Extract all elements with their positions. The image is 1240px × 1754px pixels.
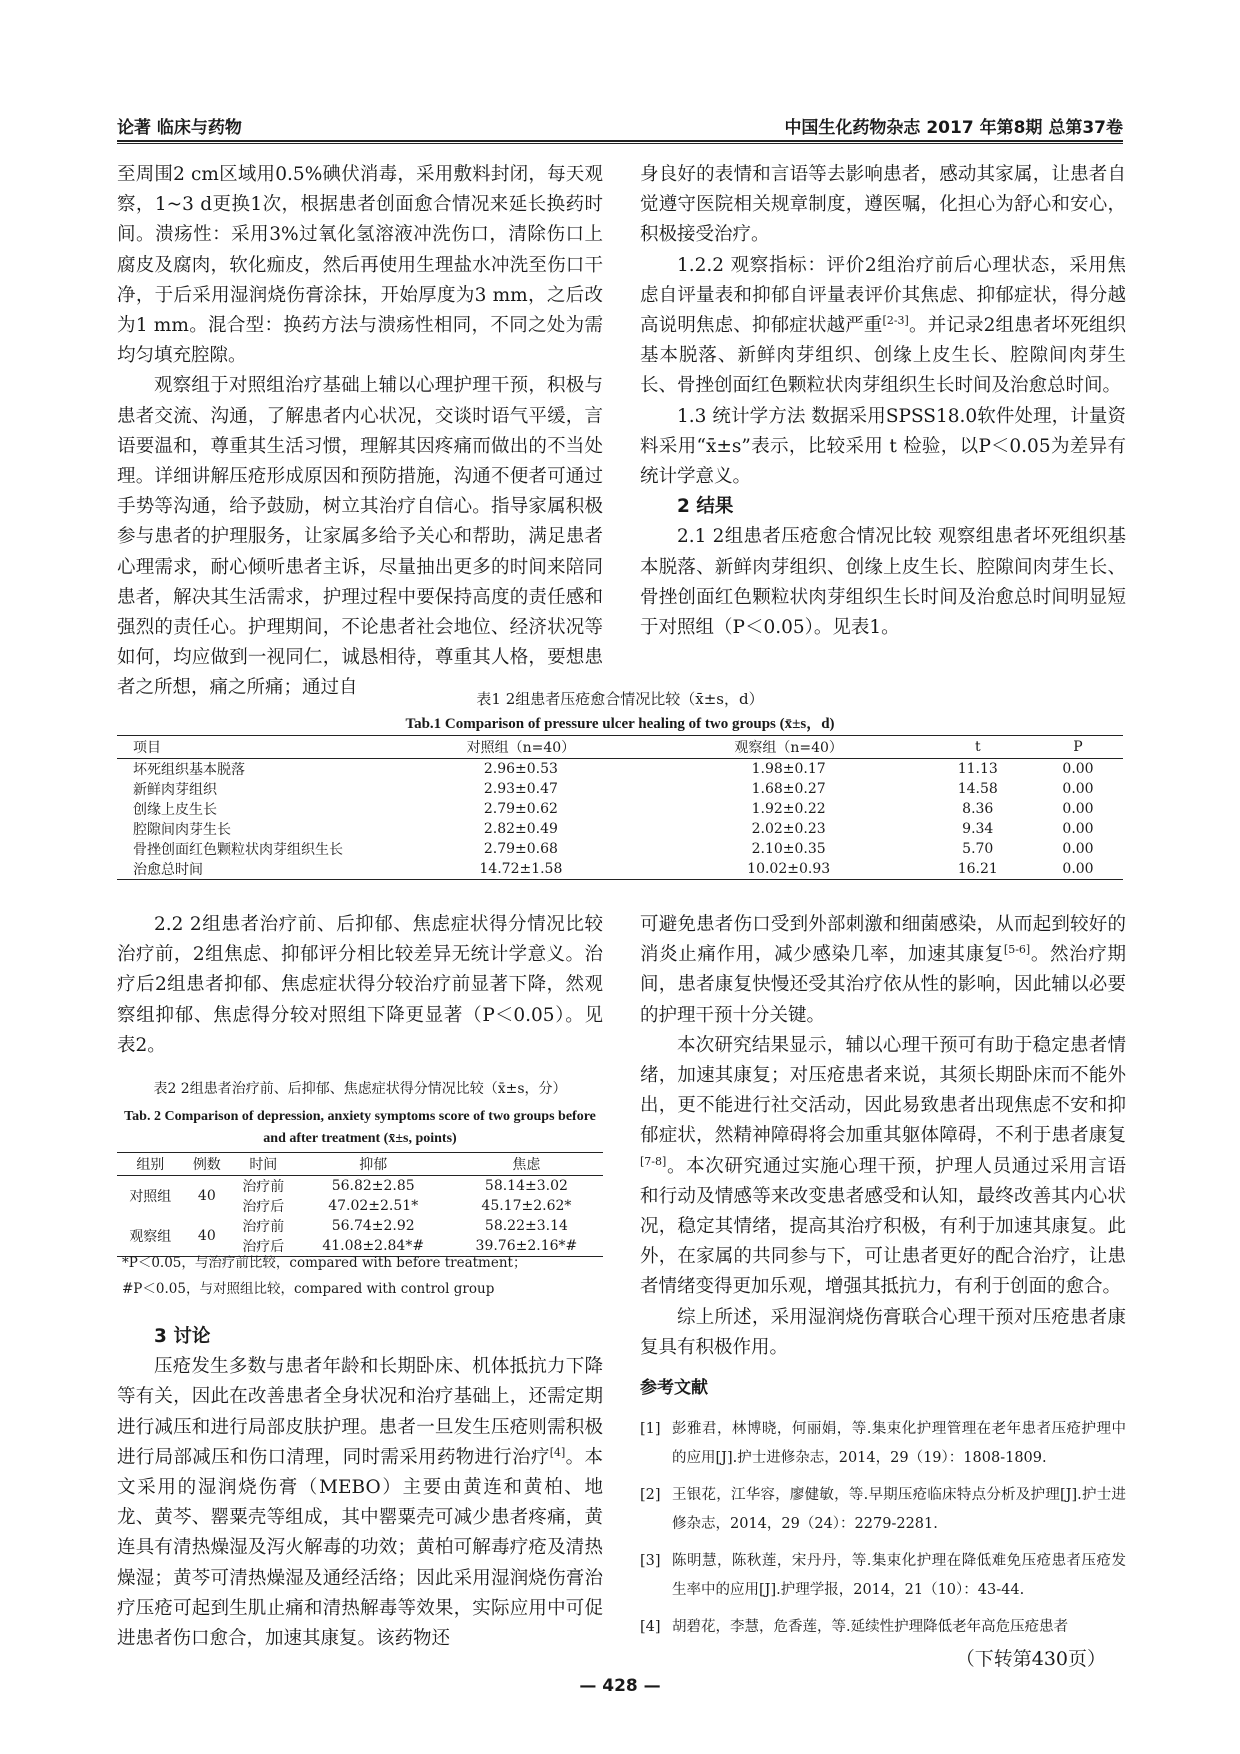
column-header: 焦虑 [450, 1153, 603, 1176]
table-cell: 47.02±2.51* [328, 1198, 419, 1214]
table-cell: 2.96±0.53 [483, 761, 558, 777]
table-cell: 10.02±0.93 [747, 861, 831, 877]
paragraph: 2.1 2组患者压疮愈合情况比较 观察组患者坏死组织基本脱落、新鲜肉芽组织、创缘上皮生长、腔隙间肉芽生长、骨挫创面红色颗粒状肉芽组织生长时间及治愈总时间明显短于对照组（P＜0.05）。见表1。 [640, 526, 1126, 639]
paragraph: 至周围2 cm区域用0.5%碘伏消毒，采用敷料封闭，每天观察，1~3 d更换1次，根据患者创面愈合情况来延长换药时间。溃疡性：采用3%过氧化氢溶液冲洗伤口，清除伤口上腐皮及腐肉，软化痂皮，然后再使用生理盐水冲洗至伤口干净，于后采用湿润烧伤膏涂抹，开始厚度为3 mm，之后改为1 mm。混合型：换药方法与溃疡性相同，不同之处为需均匀填充腔隙。 [117, 164, 603, 367]
header-section: 论著 临床与药物 [117, 118, 242, 138]
paragraph: 本次研究结果显示，辅以心理干预可有助于稳定患者情绪，加速其康复；对压疮患者来说，其须长期卧床而不能外出，更不能进行社交活动，因此易致患者出现焦虑不安和抑郁症状，然精神障碍将会加重其躯体障碍，不利于患者康复[7-8]。本次研究通过实施心理干预，护理人员通过采用言语和行动及情感等来改变患者感受和认知，最终改善其内心状况，稳定其情绪，提高其治疗积极，有利于加速其康复。此外，在家属的共同参与下，可让患者更好的配合治疗，让患者情绪变得更加乐观，增强其抵抗力，有利于创面的愈合。 [640, 1034, 1126, 1298]
reference-number: [2] [640, 1487, 661, 1504]
table-cell: 45.17±2.62* [481, 1198, 572, 1214]
table-cell: 8.36 [962, 801, 994, 817]
table-cell: 41.08±2.84*# [322, 1238, 425, 1254]
table-cell: 2.10±0.35 [751, 841, 826, 857]
table-header-row [117, 1153, 603, 1176]
column-header: 观察组（n=40） [655, 736, 923, 759]
table1-caption-cn: 表1 2组患者压疮愈合情况比较（x̄±s，d） [476, 690, 764, 708]
paragraph: 可避免患者伤口受到外部刺激和细菌感染，从而起到较好的消炎止痛作用，减少感染几率，加速其康复[5-6]。然治疗期间，患者康复快慢还受其治疗依从性的影响，因此辅以必要的护理干预十分关键。 [640, 914, 1126, 1026]
paragraph-observation-indicators: 1.2.2 观察指标：评价2组治疗前后心理状态，采用焦虑自评量表和抑郁自评量表评价其焦虑、抑郁症状，得分越高说明焦虑、抑郁症状越严重[2-3]。并记录2组患者坏死组织基本脱落、新鲜肉芽组织、创缘上皮生长、腔隙间肉芽生长、骨挫创面红色颗粒状肉芽组织生长时间及治愈总时间。 [640, 254, 1126, 397]
table-cell: 14.72±1.58 [479, 861, 563, 877]
column-header: 抑郁 [297, 1153, 450, 1176]
continued-note: （下转第430页） [955, 1648, 1106, 1671]
group-name: 观察组 [129, 1229, 172, 1245]
table-row [117, 839, 1123, 859]
table2-caption-en: Tab. 2 Comparison of depression, anxiety symptoms score of two groups before and after treatment (x̄±s, points) [124, 1109, 596, 1146]
table-cell: 1.92±0.22 [751, 801, 826, 817]
paragraph: 身良好的表情和言语等去影响患者，感动其家属，让患者自觉遵守医院相关规章制度，遵医嘱，化担心为舒心和安心，积极接受治疗。 [640, 164, 1126, 246]
left-column-mid [117, 910, 603, 1061]
table-row [117, 819, 1123, 839]
table-cell: 2.93±0.47 [483, 781, 558, 797]
table-row [117, 859, 1123, 880]
reference-text: 彭雅君，林博晓，何丽娟，等.集束化护理管理在老年患者压疮护理中的应用[J].护士进修杂志，2014，29（19）：1808-1809. [672, 1421, 1126, 1467]
reference-list [640, 1415, 1126, 1642]
table-header-row [117, 736, 1123, 759]
reference-text: 王银花，江华容，廖健敏，等.早期压疮临床特点分析及护理[J].护士进修杂志，2014，29（24）：2279-2281. [672, 1487, 1126, 1533]
header-journal: 中国生化药物杂志 2017 年第8期 总第37卷 [784, 118, 1123, 138]
table-row [117, 759, 1123, 780]
reference-number: [1] [640, 1421, 661, 1438]
reference-number: [3] [640, 1553, 661, 1570]
table-cell: 9.34 [962, 821, 994, 837]
table2-caption-cn: 表2 2组患者治疗前、后抑郁、焦虑症状得分情况比较（x̄±s，分） [153, 1081, 567, 1097]
group-count: 40 [197, 1188, 216, 1204]
table-row [117, 1216, 603, 1236]
table-cell: 治愈总时间 [133, 862, 203, 878]
group-count: 40 [197, 1228, 216, 1244]
column-header: 时间 [230, 1153, 297, 1176]
table-cell: 56.74±2.92 [331, 1218, 415, 1234]
reference-text: 胡碧花，李慧，危香莲，等.延续性护理降低老年高危压疮患者 [672, 1619, 1069, 1636]
table-cell: 5.70 [962, 841, 994, 857]
table1-caption-en: Tab.1 Comparison of pressure ulcer healing of two groups (x̄±s，d) [405, 716, 835, 732]
column-header: 组别 [117, 1153, 184, 1176]
table-cell: 坏死组织基本脱落 [133, 762, 245, 778]
table-cell: 治疗后 [242, 1239, 285, 1255]
right-column-mid [640, 910, 1126, 1674]
table-cell: 2.82±0.49 [483, 821, 558, 837]
table-row [117, 1176, 603, 1197]
table-cell: 治疗前 [242, 1179, 285, 1195]
table-row [117, 779, 1123, 799]
table-cell: 58.14±3.02 [484, 1178, 568, 1194]
citation: [2-3] [882, 313, 909, 327]
column-header: 项目 [117, 736, 387, 759]
table-cell: 创缘上皮生长 [133, 802, 217, 818]
reference-text: 陈明慧，陈秋莲，宋丹丹，等.集束化护理在降低难免压疮患者压疮发生率中的应用[J].护理学报，2014，21（10）：43-44. [672, 1553, 1126, 1599]
table-cell: 2.79±0.68 [483, 841, 558, 857]
table2-footnote: *P＜0.05，与治疗前比较，compared with before treatment； [122, 1255, 527, 1271]
paragraph-statistics: 1.3 统计学方法 数据采用SPSS18.0软件处理，计量资料采用“x̄±s”表示，比较采用 t 检验，以P＜0.05为差异有统计学意义。 [640, 405, 1126, 488]
paragraph: 观察组于对照组治疗基础上辅以心理护理干预，积极与患者交流、沟通，了解患者内心状况，交谈时语气平缓，言语要温和，尊重其生活习惯，理解其因疼痛而做出的不当处理。详细讲解压疮形成原因和预防措施，沟通不便者可通过手势等沟通，给予鼓励，树立其治疗自信心。指导家属积极参与患者的护理服务，让家属多给予关心和帮助，满足患者心理需求，耐心倾听患者主诉，尽量抽出更多的时间来陪同患者，解决其生活需求，护理过程中要保持高度的责任感和强烈的责任心。护理期间，不论患者社会地位、经济状况等如何，均应做到一视同仁，诚恳相待，尊重其人格，要想患者之所想，痛之所痛；通过自 [117, 375, 603, 699]
left-column-discussion [117, 1322, 603, 1654]
header-rule [117, 140, 1123, 142]
table-row [117, 799, 1123, 819]
table-cell: 0.00 [1062, 801, 1094, 817]
table-cell: 39.76±2.16*# [475, 1238, 578, 1254]
paragraph-conclusion: 综上所述，采用湿润烧伤膏联合心理干预对压疮患者康复具有积极作用。 [640, 1306, 1126, 1358]
table-cell: 0.00 [1062, 761, 1094, 777]
reference-item [640, 1415, 1126, 1473]
header-rule-thin [117, 143, 1123, 144]
section-heading-results: 2 结果 [677, 496, 734, 518]
table-cell: 2.79±0.62 [483, 801, 558, 817]
table1 [117, 735, 1123, 880]
group-name: 对照组 [129, 1189, 172, 1205]
reference-number: [4] [640, 1619, 661, 1636]
table-cell: 腔隙间肉芽生长 [133, 822, 231, 838]
reference-item [640, 1613, 1126, 1642]
table-cell: 0.00 [1062, 861, 1094, 877]
table2-footnote: #P＜0.05，与对照组比较，compared with control group [122, 1281, 495, 1297]
column-header: P [1033, 736, 1123, 759]
column-header: t [923, 736, 1033, 759]
table-cell: 56.82±2.85 [331, 1178, 415, 1194]
table-cell: 1.98±0.17 [751, 761, 826, 777]
table-cell: 0.00 [1062, 841, 1094, 857]
paragraph: 压疮发生多数与患者年龄和长期卧床、机体抵抗力下降等有关，因此在改善患者全身状况和治疗基础上，还需定期进行减压和进行局部皮肤护理。患者一旦发生压疮则需积极进行局部减压和伤口清理，同时需采用药物进行治疗[4]。本文采用的湿润烧伤膏（MEBO）主要由黄连和黄柏、地龙、黄芩、罂粟壳等组成，其中罂粟壳可减少患者疼痛，黄连具有清热燥湿及泻火解毒的功效；黄柏可解毒疗疮及清热燥湿；黄芩可清热燥湿及通经活络；因此采用湿润烧伤膏治疗压疮可起到生肌止痛和清热解毒等效果，实际应用中可促进患者伤口愈合，加速其康复。该药物还 [117, 1356, 603, 1650]
paragraph: 2.2 2组患者治疗前、后抑郁、焦虑症状得分情况比较 治疗前，2组焦虑、抑郁评分相比较差异无统计学意义。治疗后2组患者抑郁、焦虑症状得分较治疗前显著下降，然观察组抑郁、焦虑得分较对照组下降更显著（P＜0.05）。见表2。 [117, 914, 603, 1056]
table-cell: 14.58 [957, 781, 998, 797]
table-cell: 2.02±0.23 [751, 821, 826, 837]
table-cell: 11.13 [957, 761, 998, 777]
running-header [117, 112, 1123, 138]
section-heading-discussion: 3 讨论 [154, 1326, 211, 1347]
page-number: — 428 — [579, 1676, 661, 1696]
table-cell: 16.21 [957, 861, 998, 877]
reference-item [640, 1547, 1126, 1605]
table-cell: 治疗后 [242, 1199, 285, 1215]
citation: [5-6] [1003, 943, 1031, 957]
table-cell: 58.22±3.14 [484, 1218, 568, 1234]
table-cell: 1.68±0.27 [751, 781, 826, 797]
table-cell: 治疗前 [242, 1219, 285, 1235]
column-header: 例数 [184, 1153, 230, 1176]
table2 [117, 1152, 603, 1257]
citation: [4] [549, 1445, 566, 1459]
table-cell: 0.00 [1062, 781, 1094, 797]
reference-item [640, 1481, 1126, 1539]
right-column-top [640, 160, 1126, 643]
citation: [7-8] [640, 1154, 667, 1168]
references-heading: 参考文献 [640, 1378, 708, 1399]
table-cell: 0.00 [1062, 821, 1094, 837]
column-header: 对照组（n=40） [387, 736, 655, 759]
table-cell: 新鲜肉芽组织 [133, 782, 217, 798]
table-cell: 骨挫创面红色颗粒状肉芽组织生长 [133, 842, 343, 858]
left-column-top [117, 160, 603, 704]
